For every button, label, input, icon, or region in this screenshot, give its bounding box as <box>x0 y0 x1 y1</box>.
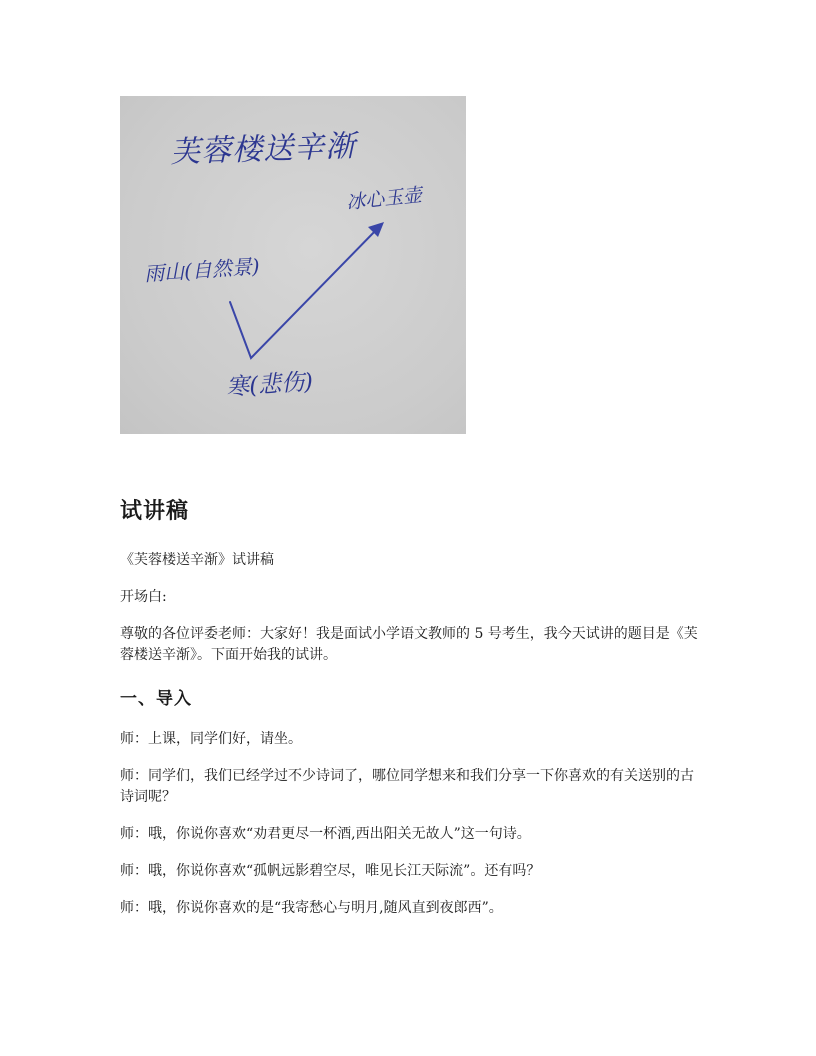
dialogue-paragraph: 师：哦，你说你喜欢的是“我寄愁心与明月,随风直到夜郎西”。 <box>120 900 503 916</box>
v-arrow-line <box>230 226 380 358</box>
opening-label: 开场白: <box>120 589 167 605</box>
page-heading: 试讲稿 <box>120 499 190 524</box>
handwritten-diagram-photo <box>120 96 466 434</box>
dialogue-paragraph: 师：同学们，我们已经学过不少诗词了，哪位同学想来和我们分享一下你喜欢的有关送别的古诗词呢？ <box>120 768 694 805</box>
opening-text: 尊敬的各位评委老师：大家好！我是面试小学语文教师的 5 号考生，我今天试讲的题目是《芙蓉楼送辛渐》。下面开始我的试讲。 <box>120 626 698 663</box>
handwritten-bottom-label: 寒(悲伤) <box>225 368 314 401</box>
handwritten-title: 芙蓉楼送辛渐 <box>169 128 357 171</box>
dialogue-paragraph: 师：哦，你说你喜欢“孤帆远影碧空尽，唯见长江天际流”。还有吗？ <box>120 863 541 879</box>
handwritten-left-label: 雨山(自然景) <box>143 253 261 286</box>
section-title: 一、导入 <box>120 689 192 709</box>
dialogue-paragraph: 师：上课，同学们好，请坐。 <box>120 731 302 747</box>
script-subtitle: 《芙蓉楼送辛渐》试讲稿 <box>120 552 274 568</box>
handwritten-top-label: 冰心玉壶 <box>345 184 424 214</box>
dialogue-paragraph: 师：哦，你说你喜欢“劝君更尽一杯酒,西出阳关无故人”这一句诗。 <box>120 826 531 842</box>
